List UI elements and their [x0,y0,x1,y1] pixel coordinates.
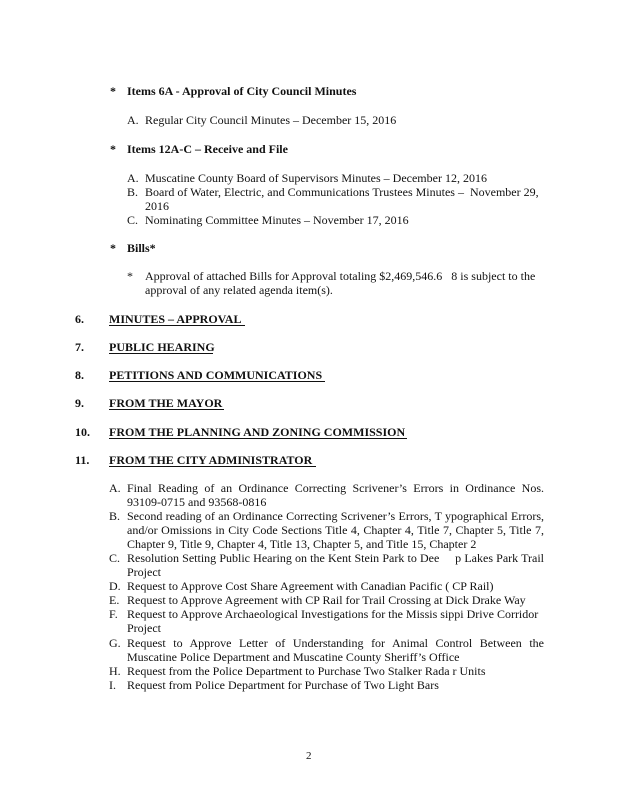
item-label: C. [109,551,121,565]
section-number: 6. [75,312,84,326]
item-label: I. [109,678,116,692]
consent-heading: Items 12A-C – Receive and File [127,142,288,156]
item-label: G. [109,636,121,650]
item-text: 93109-0715 and 93568-0816 [127,495,267,509]
section-number: 10. [75,425,90,439]
item-text: Approval of attached Bills for Approval totaling $2,469,546.6 8 is subject to the [145,269,536,283]
item-label: A. [127,113,139,127]
item-text: and/or Omissions in City Code Sections Title 4, Chapter 4, Title 7, Chapter 5, Title 7, [127,523,544,537]
section-number: 11. [75,453,90,467]
section-title: FROM THE PLANNING AND ZONING COMMISSION [109,425,406,439]
item-text: Regular City Council Minutes – December 15, 2016 [145,113,397,127]
item-text: Project [127,621,161,635]
section-title: FROM THE CITY ADMINISTRATOR [109,454,316,467]
item-label: D. [109,579,121,593]
item-label: B. [127,185,139,199]
item-label: A. [109,481,121,495]
page-number: 2 [306,750,312,762]
consent-heading: Items 6A - Approval of City Council Minutes [127,84,357,98]
item-text: Chapter 9, Title 9, Chapter 4, Title 13, Chapter 5, and Title 15, Chapter 2 [127,537,477,551]
section-title: PETITIONS AND COMMUNICATIONS [109,369,325,382]
section-title: MINUTES – APPROVAL [109,313,245,326]
item-text: Resolution Setting Public Hearing on the Kent Stein Park to Dee p Lakes Park Trail [127,551,544,565]
item-text: approval of any related agenda item(s). [145,283,333,297]
bullet-icon: * [110,142,116,156]
item-text: Project [127,565,161,579]
item-text: Request from Police Department for Purchase of Two Light Bars [127,678,439,692]
item-label: E. [109,593,120,607]
item-text: Muscatine County Board of Supervisors Minutes – December 12, 2016 [145,171,487,185]
item-label: A. [127,171,139,185]
item-text: Request to Approve Letter of Understanding for Animal Control Between the [127,636,544,650]
item-text: Final Reading of an Ordinance Correcting Scrivener’s Errors in Ordinance Nos. [127,481,544,495]
consent-heading: Bills* [127,241,156,255]
item-text: Board of Water, Electric, and Communications Trustees Minutes – November 29, [145,185,539,199]
item-text: Request to Approve Cost Share Agreement with Canadian Pacific ( CP Rail) [127,579,494,593]
item-label: C. [127,213,139,227]
section-number: 7. [75,340,84,354]
section-title: FROM THE MAYOR [109,396,223,410]
item-label: H. [109,664,121,678]
item-label: F. [109,607,118,621]
item-text: Muscatine Police Department and Muscatine County Sheriff’s Office [127,650,460,664]
section-number: 8. [75,368,84,382]
bullet-icon: * [110,84,116,98]
section-title: PUBLIC HEARING [109,340,215,354]
item-text: 2016 [145,199,169,213]
item-text: Request from the Police Department to Purchase Two Stalker Rada r Units [127,664,486,678]
section-number: 9. [75,396,84,410]
bullet-icon: * [110,241,116,255]
item-label: B. [109,509,121,523]
item-text: Request to Approve Agreement with CP Rail for Trail Crossing at Dick Drake Way [127,593,526,607]
bullet-icon: * [127,269,133,283]
item-text: Second reading of an Ordinance Correcting Scrivener’s Errors, T ypographical Errors, [127,509,544,523]
item-text: Nominating Committee Minutes – November 17, 2016 [145,213,409,227]
item-text: Request to Approve Archaeological Investigations for the Missis sippi Drive Corridor [127,607,539,621]
